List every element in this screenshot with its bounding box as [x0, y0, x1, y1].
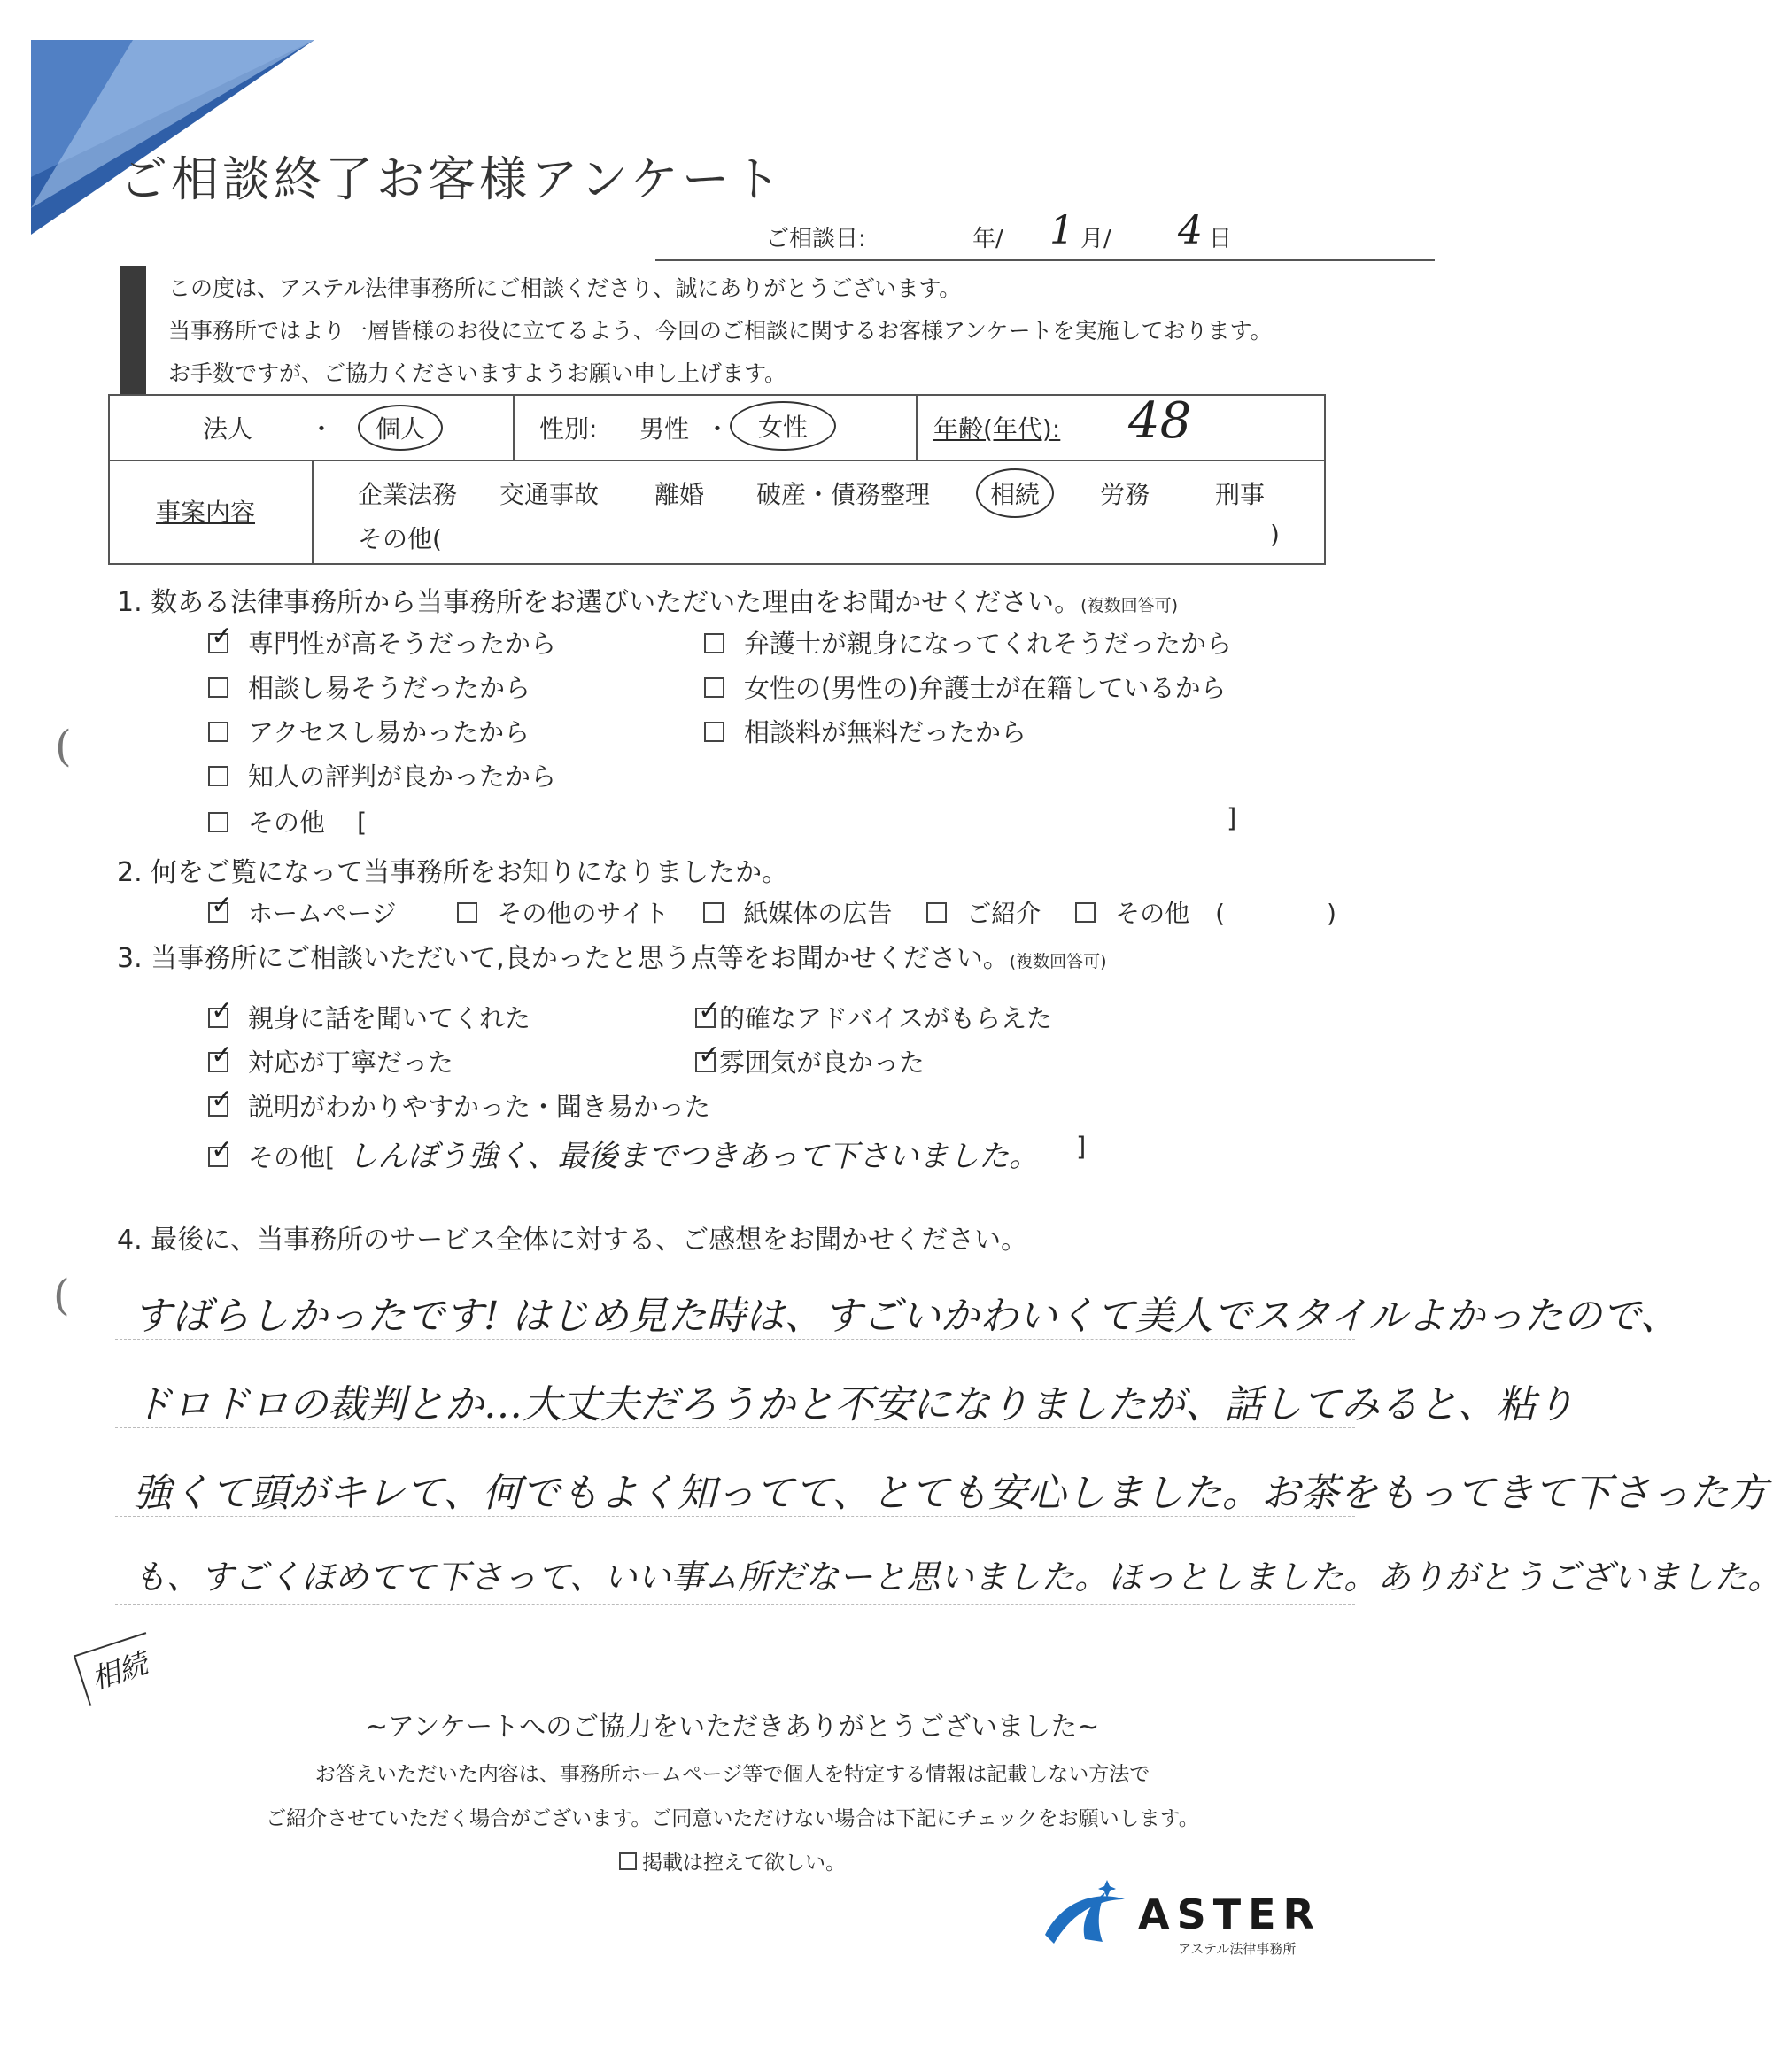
- comment-line-4: も、すごくほめてて下さって、いい事ム所だなーと思いました。ほっとしました。ありがとうございました。: [133, 1558, 1781, 1597]
- date-month-unit: 月/: [1080, 226, 1111, 252]
- case-traffic-accident[interactable]: 交通事故: [499, 480, 600, 509]
- case-inheritance-selected[interactable]: 相続: [976, 468, 1054, 518]
- logo-subtitle: アステル法律事務所: [1178, 1941, 1297, 1957]
- q2-option[interactable]: [1075, 899, 1189, 928]
- intro-line-3: お手数ですが、ご協力くださいますようお願い申し上げます。: [168, 360, 787, 386]
- thanks-message: ~アンケートへのご協力をいただきありがとうございました~: [365, 1712, 1100, 1743]
- checkbox-icon[interactable]: [1075, 902, 1096, 923]
- q3-option-label: 雰囲気が良かった: [719, 1048, 925, 1078]
- case-labor[interactable]: 労務: [1100, 480, 1150, 509]
- q2-option-label: ホームページ: [248, 899, 397, 928]
- question-3-note: (複数回答可): [1009, 952, 1107, 971]
- female-option-selected[interactable]: 女性: [730, 401, 836, 451]
- date-label: ご相談日:: [766, 226, 866, 252]
- question-3-title: [117, 936, 1107, 975]
- corp-option[interactable]: 法人: [203, 414, 253, 444]
- case-other-close: ): [1270, 520, 1280, 549]
- q1-other-label: その他: [248, 808, 326, 838]
- client-info-table: [108, 394, 1326, 565]
- comment-line-2: ドロドロの裁判とか…大丈夫だろうかと不安になりましたが、話してみると、粘り: [133, 1382, 1575, 1427]
- q2-option-label: 紙媒体の広告: [743, 899, 893, 928]
- checkbox-checked-icon[interactable]: [695, 1008, 716, 1028]
- intro-line-1: この度は、アステル法律事務所にご相談くださり、誠にありがとうございます。: [168, 275, 962, 301]
- age-value[interactable]: 48: [1128, 392, 1192, 450]
- male-option[interactable]: 男性: [639, 414, 690, 444]
- q3-option[interactable]: [695, 1043, 925, 1079]
- case-divorce[interactable]: 離婚: [654, 480, 705, 509]
- checkbox-icon[interactable]: [208, 812, 228, 832]
- q1-option-label: 弁護士が親身になってくれそうだったから: [744, 629, 1233, 659]
- q3-option[interactable]: [695, 999, 1052, 1035]
- handwritten-signature: 相続: [74, 1632, 162, 1706]
- q3-option-label: 親身に話を聞いてくれた: [248, 1003, 531, 1033]
- checkbox-checked-icon[interactable]: [208, 1096, 228, 1117]
- separator-dot: ・: [309, 414, 335, 444]
- q1-option-label: 相談し易そうだったから: [248, 673, 531, 703]
- opt-out-option[interactable]: [0, 1846, 1465, 1875]
- binder-hole-mark: (: [55, 722, 72, 771]
- bracket-close: ]: [1076, 1132, 1087, 1162]
- q3-option[interactable]: [208, 999, 530, 1035]
- checkbox-icon[interactable]: [208, 766, 228, 786]
- q1-option[interactable]: [704, 669, 1227, 705]
- checkbox-icon[interactable]: [704, 633, 724, 653]
- paren-open: (: [1215, 899, 1226, 928]
- intro-text: [168, 267, 1273, 395]
- checkbox-icon[interactable]: [704, 677, 724, 698]
- q3-option-label: 説明がわかりやすかった・聞き易かった: [248, 1092, 711, 1122]
- q3-other-handwritten[interactable]: しんぼう強く、最後までつきあって下さいました。: [347, 1139, 1040, 1174]
- q1-option[interactable]: [208, 669, 530, 705]
- q3-option-label: 的確なアドバイスがもらえた: [719, 1003, 1053, 1033]
- q1-option[interactable]: [208, 713, 530, 749]
- age-label: 年齢(年代):: [933, 414, 1061, 444]
- bracket-close: ]: [1227, 803, 1237, 833]
- checkbox-checked-icon[interactable]: [208, 1147, 228, 1167]
- consultation-date: [655, 208, 1435, 261]
- question-2-title: 2. 何をご覧になって当事務所をお知りになりましたか。: [117, 857, 789, 888]
- page-title: ご相談終了お客様アンケート: [120, 151, 785, 207]
- q2-option-label: その他のサイト: [497, 899, 670, 928]
- checkbox-icon[interactable]: [703, 902, 724, 923]
- q2-option-label: その他: [1115, 899, 1190, 928]
- intro-line-2: 当事務所ではより一層皆様のお役に立てるよう、今回のご相談に関するお客様アンケートを実施しております。: [168, 318, 1273, 344]
- case-criminal[interactable]: 刑事: [1215, 480, 1266, 509]
- date-month-value: 1: [1049, 208, 1074, 253]
- gender-label: 性別:: [539, 414, 598, 444]
- q2-option[interactable]: [208, 899, 396, 928]
- separator-dot: ・: [705, 414, 731, 444]
- logo-name: ASTER: [1138, 1890, 1321, 1938]
- q2-option-label: ご紹介: [966, 899, 1041, 928]
- q1-option[interactable]: [208, 757, 556, 793]
- question-3-text: 3. 当事務所にご相談いただいて,良かったと思う点等をお聞かせください。: [117, 943, 1010, 974]
- individual-option-selected[interactable]: 個人: [358, 405, 443, 451]
- bracket-open: [: [357, 808, 368, 838]
- checkbox-checked-icon[interactable]: [208, 1008, 228, 1028]
- q1-option-label: 相談料が無料だったから: [744, 717, 1027, 747]
- privacy-note-1: お答えいただいた内容は、事務所ホームページ等で個人を特定する情報は記載しない方法で: [314, 1763, 1150, 1786]
- q3-option-label: 対応が丁寧だった: [248, 1048, 454, 1078]
- question-4-title: 4. 最後に、当事務所のサービス全体に対する、ご感想をお聞かせください。: [117, 1225, 1028, 1256]
- question-1-note: (複数回答可): [1080, 596, 1178, 615]
- q1-option[interactable]: [704, 713, 1026, 749]
- checkbox-checked-icon[interactable]: [695, 1052, 716, 1072]
- q2-option[interactable]: [926, 899, 1041, 928]
- q3-option[interactable]: [208, 1043, 453, 1079]
- q2-option[interactable]: [703, 899, 892, 928]
- checkbox-icon[interactable]: [926, 902, 947, 923]
- q3-option-other[interactable]: [208, 1132, 1039, 1175]
- checkbox-checked-icon[interactable]: [208, 1052, 228, 1072]
- date-year-unit: 年/: [972, 226, 1003, 252]
- comment-area[interactable]: [115, 1266, 1781, 1638]
- q3-other-label: その他[: [248, 1142, 336, 1172]
- question-1-text: 1. 数ある法律事務所から当事務所をお選びいただいた理由をお聞かせください。: [117, 587, 1081, 618]
- privacy-note-2: ご紹介させていただく場合がございます。ご同意いただけない場合は下記にチェックをお願いします。: [266, 1807, 1199, 1830]
- date-day-value: 4: [1178, 208, 1203, 253]
- checkbox-icon[interactable]: [457, 902, 477, 923]
- comment-line-3: 強くて頭がキレて、何でもよく知ってて、とても安心しました。お茶をもってきて下さった方: [133, 1471, 1768, 1516]
- opt-out-label: 掲載は控えて欲しい。: [642, 1852, 846, 1875]
- case-other-label[interactable]: その他(: [358, 524, 442, 553]
- case-corporate[interactable]: 企業法務: [358, 480, 458, 509]
- q1-option-other[interactable]: [208, 803, 367, 839]
- aster-logo-icon: [1036, 1873, 1134, 1952]
- q1-option-label: 知人の評判が良かったから: [248, 762, 557, 792]
- checkbox-checked-icon[interactable]: [208, 902, 228, 923]
- checkbox-icon[interactable]: [208, 722, 228, 742]
- date-day-unit: 日: [1209, 226, 1233, 252]
- checkbox-icon[interactable]: [619, 1852, 637, 1870]
- question-1-title: [117, 580, 1178, 619]
- binder-hole-mark: (: [53, 1271, 70, 1320]
- checkbox-icon[interactable]: [208, 677, 228, 698]
- paren-close: ): [1327, 899, 1336, 928]
- intro-accent-bar: [120, 266, 146, 394]
- q1-option[interactable]: [704, 624, 1232, 661]
- q1-option-label: 女性の(男性の)弁護士が在籍しているから: [744, 673, 1227, 703]
- q2-options: [208, 894, 1336, 930]
- q3-option[interactable]: [208, 1087, 710, 1124]
- comment-line-1: すばらしかったです! はじめ見た時は、すごいかわいくて美人でスタイルよかったので、: [133, 1294, 1679, 1339]
- q2-option[interactable]: [457, 899, 669, 928]
- case-type-label: 事案内容: [156, 498, 256, 527]
- q1-option[interactable]: [208, 624, 556, 661]
- case-bankruptcy[interactable]: 破産・債務整理: [756, 480, 931, 509]
- q1-option-label: アクセスし易かったから: [248, 717, 530, 747]
- checkbox-icon[interactable]: [704, 722, 724, 742]
- checkbox-checked-icon[interactable]: [208, 633, 228, 653]
- q1-option-label: 専門性が高そうだったから: [248, 629, 557, 659]
